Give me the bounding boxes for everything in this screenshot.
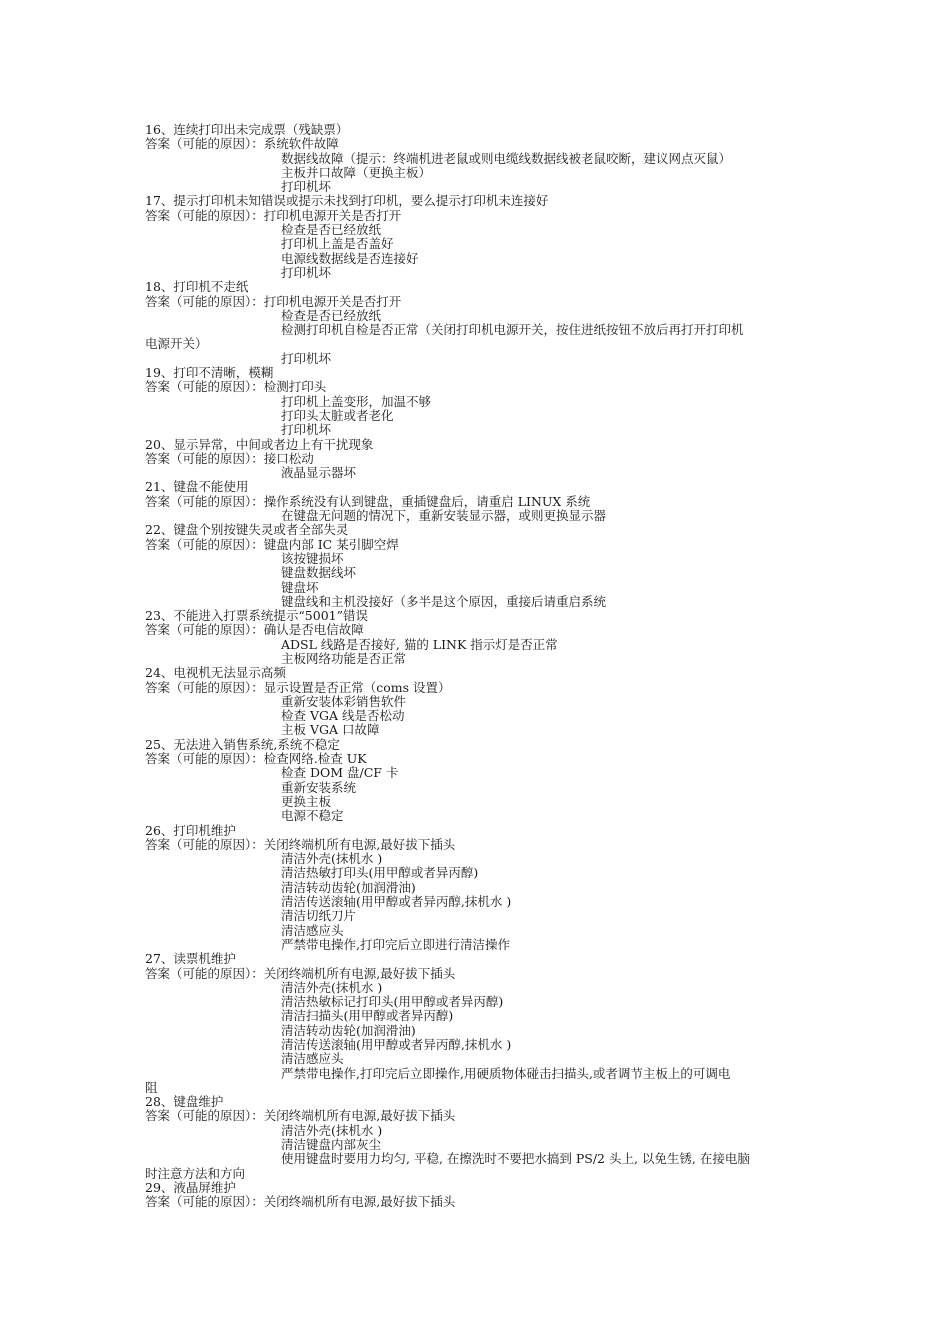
answer-item: 清洁转动齿轮(加润滑油) <box>281 1022 416 1038</box>
answer-item: 使用键盘时要用力均匀, 平稳, 在擦洗时不要把水搞到 PS/2 头上, 以免生锈, 在接电脑 <box>281 1151 750 1167</box>
faq-section <box>145 480 825 523</box>
section-title: 25、无法进入销售系统,系统不稳定 <box>145 736 340 752</box>
faq-section <box>145 952 825 1095</box>
answer-item: 检查 DOM 盘/CF 卡 <box>281 765 399 781</box>
answer-item: 键盘线和主机没接好（多半是这个原因，重接后请重启系统 <box>281 593 607 609</box>
answer-item: 清洁传送滚轴(用甲醇或者异丙醇,抹机水 ) <box>281 894 512 910</box>
answer-item: 键盘数据线坏 <box>281 565 357 581</box>
answer-item: 清洁扫描头(用甲醇或者异丙醇) <box>281 1008 454 1024</box>
faq-section <box>145 738 825 824</box>
answer-item: 清洁键盘内部灰尘 <box>281 1137 382 1153</box>
answer-line: 答案（可能的原因）：确认是否电信故障 <box>145 622 364 638</box>
answer-item: 打印机上盖是否盖好 <box>281 236 394 252</box>
answer-item: 更换主板 <box>281 793 332 809</box>
document-body <box>145 123 825 1210</box>
answer-line: 答案（可能的原因）：检查网络.检查 UK <box>145 751 367 767</box>
answer-item: 检查是否已经放纸 <box>281 307 382 323</box>
faq-section <box>145 438 825 481</box>
answer-item: 重新安装体彩销售软件 <box>281 693 407 709</box>
answer-item: 检测打印机自检是否正常（关闭打印机电源开关，按住进纸按钮不放后再打开打印机 <box>281 322 744 338</box>
answer-item: 打印机上盖变形，加温不够 <box>281 393 432 409</box>
answer-line: 答案（可能的原因）：打印机电源开关是否打开 <box>145 207 402 223</box>
answer-line: 答案（可能的原因）：关闭终端机所有电源,最好拔下插头 <box>145 836 456 852</box>
answer-item: 时注意方法和方向 <box>145 1165 246 1181</box>
section-title: 24、电视机无法显示高频 <box>145 665 286 681</box>
answer-item: 重新安装系统 <box>281 779 357 795</box>
answer-line: 答案（可能的原因）：关闭终端机所有电源,最好拔下插头 <box>145 1108 456 1124</box>
faq-section <box>145 194 825 280</box>
answer-item: 清洁传送滚轴(用甲醇或者异丙醇,抹机水 ) <box>281 1037 512 1052</box>
answer-line: 答案（可能的原因）：打印机电源开关是否打开 <box>145 293 402 309</box>
answer-item: 数据线故障（提示：终端机进老鼠或则电缆线数据线被老鼠咬断，建议网点灭鼠） <box>281 150 732 166</box>
answer-line: 答案（可能的原因）：显示设置是否正常（coms 设置） <box>145 679 451 695</box>
answer-item: 检查是否已经放纸 <box>281 222 382 238</box>
answer-item: 检查 VGA 线是否松动 <box>281 708 405 724</box>
faq-section <box>145 1181 825 1210</box>
section-title: 22、键盘个别按键失灵或者全部失灵 <box>145 522 349 538</box>
section-title: 16、连续打印出未完成票（残缺票） <box>145 122 349 137</box>
answer-item: 打印机坏 <box>281 179 332 195</box>
faq-section <box>145 824 825 953</box>
section-title: 19、打印不清晰，模糊 <box>145 365 274 381</box>
answer-line: 答案（可能的原因）：关闭终端机所有电源,最好拔下插头 <box>145 965 456 981</box>
section-title: 20、显示异常，中间或者边上有干扰现象 <box>145 436 374 452</box>
answer-item: 打印机坏 <box>281 350 332 366</box>
section-title: 18、打印机不走纸 <box>145 279 249 295</box>
answer-item: 清洁感应头 <box>281 922 344 938</box>
answer-item: 主板并口故障（更换主板） <box>281 164 432 180</box>
answer-item: 清洁外壳(抹机水 ) <box>281 979 383 995</box>
section-title: 17、提示打印机未知错误或提示未找到打印机，要么提示打印机未连接好 <box>145 193 549 209</box>
answer-item: 电源开关） <box>145 336 208 352</box>
answer-line: 答案（可能的原因）：系统软件故障 <box>145 136 339 152</box>
answer-item: 清洁转动齿轮(加润滑油) <box>281 879 416 895</box>
answer-item: 主板 VGA 口故障 <box>281 722 380 738</box>
answer-item: 打印头太脏或者老化 <box>281 407 394 423</box>
answer-item: 清洁感应头 <box>281 1051 344 1067</box>
answer-item: 阻 <box>145 1079 158 1095</box>
section-title: 28、键盘维护 <box>145 1094 224 1110</box>
answer-item: 严禁带电操作,打印完后立即操作,用硬质物体碰击扫描头,或者调节主板上的可调电 <box>281 1065 731 1081</box>
answer-item: 清洁外壳(抹机水 ) <box>281 1122 383 1138</box>
faq-section <box>145 609 825 666</box>
faq-section <box>145 666 825 737</box>
section-title: 21、键盘不能使用 <box>145 479 249 495</box>
answer-item: 清洁热敏打印头(用甲醇或者异丙醇) <box>281 865 479 881</box>
answer-item: 清洁热敏标记打印头(用甲醇或者异丙醇) <box>281 994 504 1010</box>
answer-item: 打印机坏 <box>281 264 332 280</box>
answer-line: 答案（可能的原因）：关闭终端机所有电源,最好拔下插头 <box>145 1194 456 1210</box>
answer-item: 在键盘无问题的情况下，重新安装显示器，或则更换显示器 <box>281 508 607 524</box>
faq-section <box>145 280 825 366</box>
answer-line: 答案（可能的原因）：接口松动 <box>145 450 314 466</box>
section-title: 29、液晶屏维护 <box>145 1179 236 1195</box>
faq-section <box>145 366 825 437</box>
answer-line: 答案（可能的原因）：键盘内部 IC 某引脚空焊 <box>145 536 399 552</box>
faq-section <box>145 523 825 609</box>
section-title: 27、读票机维护 <box>145 951 236 967</box>
faq-section <box>145 123 825 194</box>
answer-item: 清洁外壳(抹机水 ) <box>281 851 383 867</box>
answer-item: 电源不稳定 <box>281 808 344 824</box>
answer-item: 该按键损坏 <box>281 550 344 566</box>
answer-line: 答案（可能的原因）：检测打印头 <box>145 379 327 395</box>
answer-item: 液晶显示器坏 <box>281 465 357 481</box>
answer-item: 清洁切纸刀片 <box>281 908 357 924</box>
answer-item: 打印机坏 <box>281 422 332 438</box>
answer-item: ADSL 线路是否接好, 猫的 LINK 指示灯是否正常 <box>281 636 558 652</box>
answer-item: 键盘坏 <box>281 579 319 595</box>
answer-line: 答案（可能的原因）：操作系统没有认到键盘，重插键盘后，请重启 LINUX 系统 <box>145 493 591 509</box>
answer-item: 主板网络功能是否正常 <box>281 650 407 666</box>
section-title: 23、不能进入打票系统提示“5001”错误 <box>145 608 368 624</box>
answer-item: 电源线数据线是否连接好 <box>281 250 419 266</box>
answer-item: 严禁带电操作,打印完后立即进行清洁操作 <box>281 936 510 952</box>
faq-section <box>145 1095 825 1181</box>
section-title: 26、打印机维护 <box>145 822 236 838</box>
